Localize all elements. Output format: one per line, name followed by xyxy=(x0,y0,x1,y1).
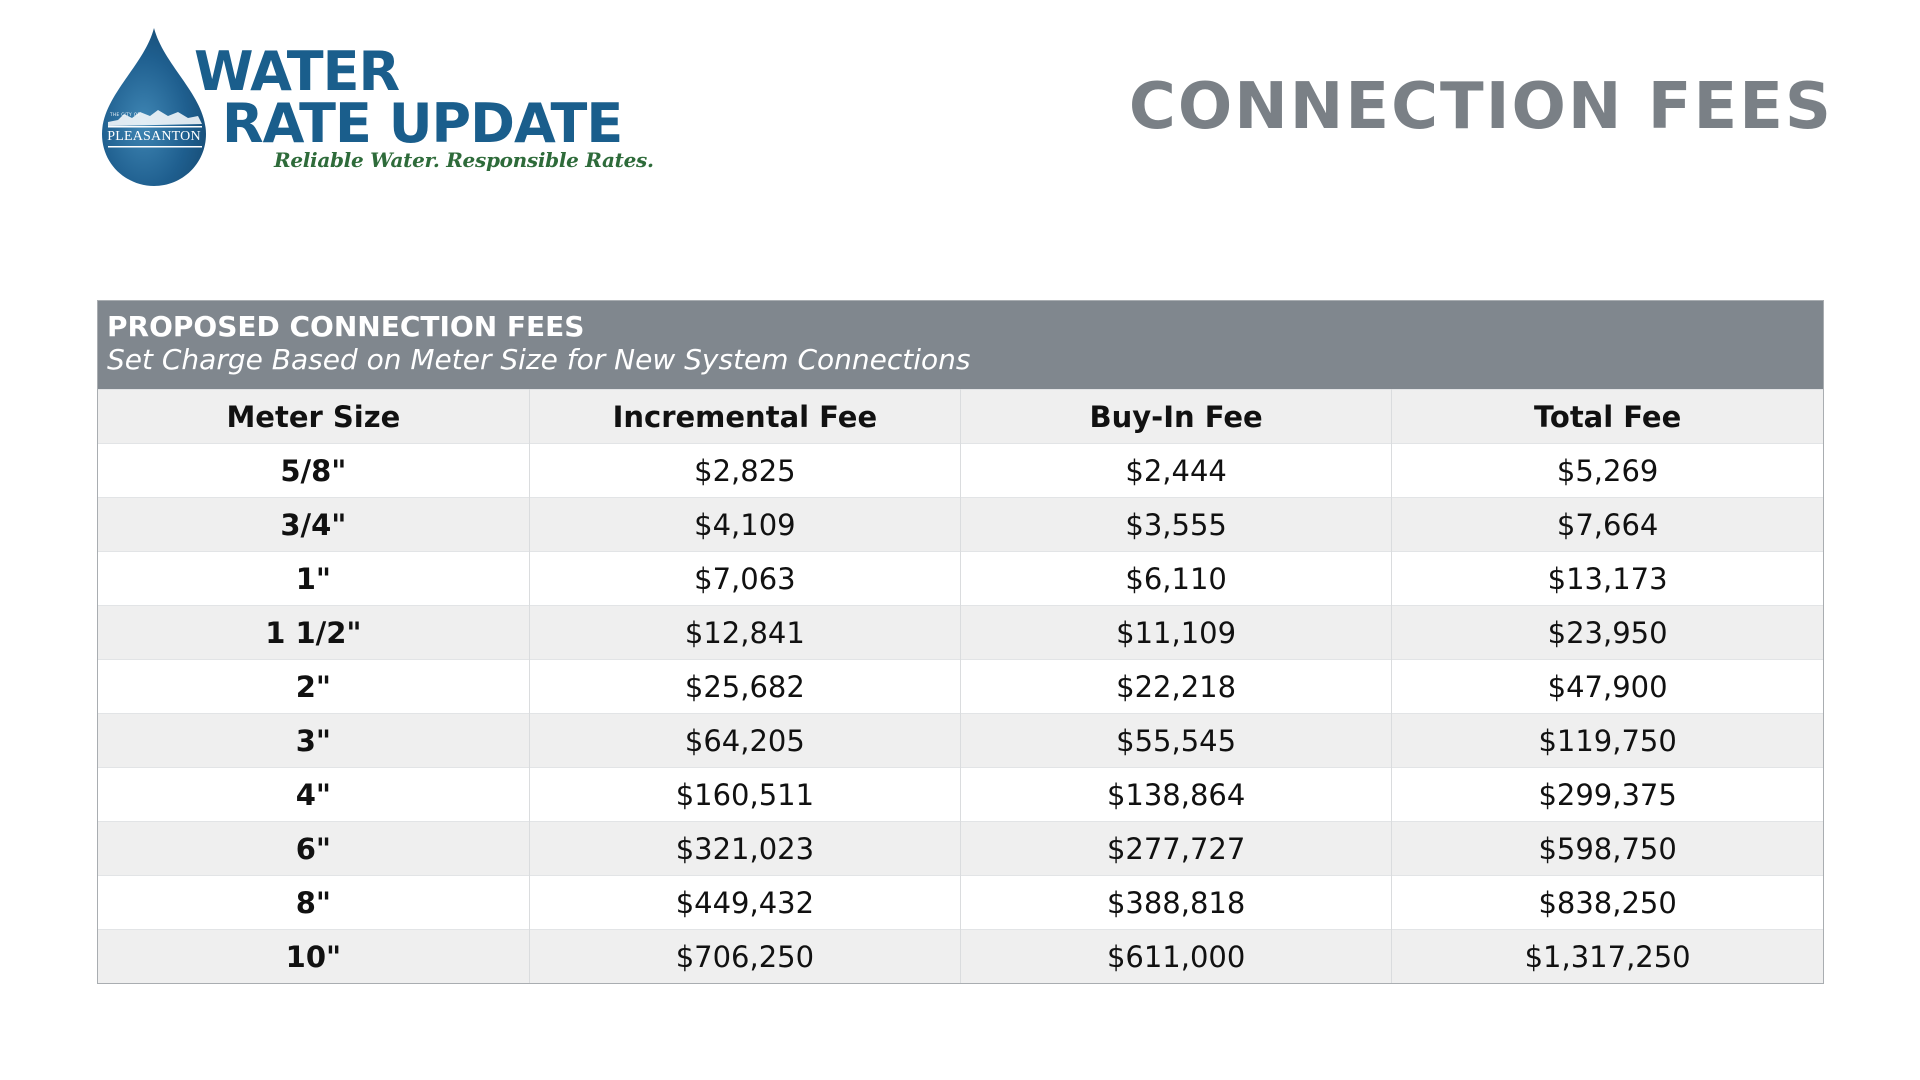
meter-size-cell: 1 1/2" xyxy=(98,606,529,660)
logo-city-name: PLEASANTON xyxy=(107,129,201,144)
total-fee-cell: $23,950 xyxy=(1392,606,1823,660)
incremental-fee-cell: $12,841 xyxy=(529,606,960,660)
total-fee-cell: $47,900 xyxy=(1392,660,1823,714)
table-row xyxy=(98,930,1823,984)
incremental-fee-cell: $25,682 xyxy=(529,660,960,714)
total-fee-cell: $119,750 xyxy=(1392,714,1823,768)
incremental-fee-cell: $2,825 xyxy=(529,444,960,498)
logo-title-water: WATER xyxy=(194,40,400,103)
meter-size-cell: 1" xyxy=(98,552,529,606)
buy-in-fee-cell: $611,000 xyxy=(961,930,1392,984)
incremental-fee-cell: $449,432 xyxy=(529,876,960,930)
meter-size-cell: 3/4" xyxy=(98,498,529,552)
header-row xyxy=(98,390,1823,444)
meter-size-cell: 5/8" xyxy=(98,444,529,498)
buy-in-fee-cell: $6,110 xyxy=(961,552,1392,606)
table-title: PROPOSED CONNECTION FEES xyxy=(107,310,585,343)
total-fee-cell: $5,269 xyxy=(1392,444,1823,498)
page-title: CONNECTION FEES xyxy=(1128,70,1833,144)
buy-in-fee-cell: $388,818 xyxy=(961,876,1392,930)
total-fee-cell: $7,664 xyxy=(1392,498,1823,552)
buy-in-fee-cell: $2,444 xyxy=(961,444,1392,498)
incremental-fee-cell: $160,511 xyxy=(529,768,960,822)
incremental-fee-cell: $7,063 xyxy=(529,552,960,606)
incremental-fee-cell: $321,023 xyxy=(529,822,960,876)
buy-in-fee-cell: $138,864 xyxy=(961,768,1392,822)
buy-in-fee-cell: $3,555 xyxy=(961,498,1392,552)
incremental-fee-cell: $706,250 xyxy=(529,930,960,984)
column-header-total-fee: Total Fee xyxy=(1392,390,1823,444)
table-row xyxy=(98,660,1823,714)
table-row xyxy=(98,714,1823,768)
fees-grid xyxy=(98,389,1823,983)
incremental-fee-cell: $4,109 xyxy=(529,498,960,552)
table-row xyxy=(98,768,1823,822)
column-header-incremental-fee: Incremental Fee xyxy=(529,390,960,444)
total-fee-cell: $1,317,250 xyxy=(1392,930,1823,984)
column-header-buy-in-fee: Buy-In Fee xyxy=(961,390,1392,444)
water-rate-update-logo xyxy=(98,26,654,196)
buy-in-fee-cell: $22,218 xyxy=(961,660,1392,714)
meter-size-cell: 6" xyxy=(98,822,529,876)
logo-title-rate-update: RATE UPDATE xyxy=(222,92,623,155)
total-fee-cell: $598,750 xyxy=(1392,822,1823,876)
table-row xyxy=(98,444,1823,498)
table-row xyxy=(98,552,1823,606)
buy-in-fee-cell: $11,109 xyxy=(961,606,1392,660)
table-row xyxy=(98,498,1823,552)
meter-size-cell: 2" xyxy=(98,660,529,714)
table-caption xyxy=(98,301,1823,389)
total-fee-cell: $299,375 xyxy=(1392,768,1823,822)
table-subtitle: Set Charge Based on Meter Size for New System Connections xyxy=(107,343,971,376)
total-fee-cell: $838,250 xyxy=(1392,876,1823,930)
meter-size-cell: 8" xyxy=(98,876,529,930)
logo-city-small: THE CITY OF xyxy=(110,112,141,117)
table-row xyxy=(98,876,1823,930)
logo-tagline: Reliable Water. Responsible Rates. xyxy=(274,148,654,172)
meter-size-cell: 10" xyxy=(98,930,529,984)
table-row xyxy=(98,606,1823,660)
meter-size-cell: 4" xyxy=(98,768,529,822)
table-row xyxy=(98,822,1823,876)
column-header-meter-size: Meter Size xyxy=(98,390,529,444)
buy-in-fee-cell: $55,545 xyxy=(961,714,1392,768)
connection-fees-table xyxy=(97,300,1824,984)
total-fee-cell: $13,173 xyxy=(1392,552,1823,606)
meter-size-cell: 3" xyxy=(98,714,529,768)
incremental-fee-cell: $64,205 xyxy=(529,714,960,768)
buy-in-fee-cell: $277,727 xyxy=(961,822,1392,876)
